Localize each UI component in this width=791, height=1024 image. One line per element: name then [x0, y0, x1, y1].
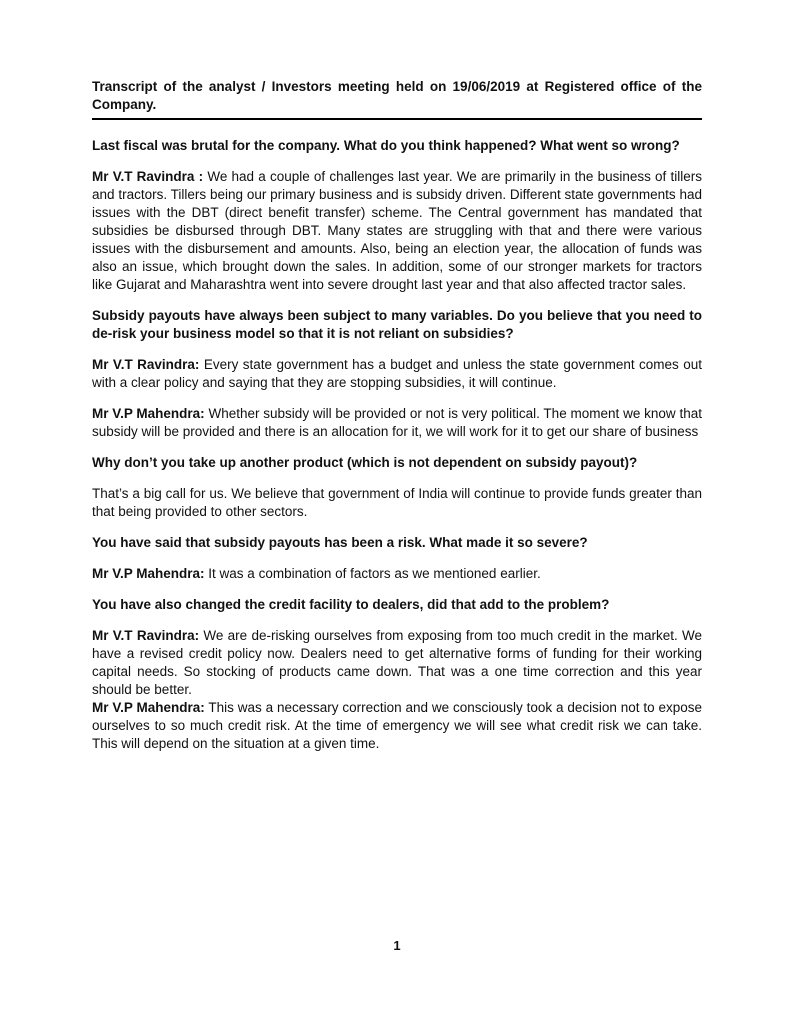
speaker-name: Mr V.T Ravindra: [92, 628, 200, 643]
speaker-name: Mr V.P Mahendra: [92, 700, 205, 715]
answer-paragraph [92, 565, 702, 583]
answer-text: This was a necessary correction and we consciously took a decision not to expose ourselves to so much credit risk. At the time of emergency we will see what credit risk we can take. This will depend on the situation at a given time. [92, 700, 702, 751]
plain-paragraph: That’s a big call for us. We believe that government of India will continue to provide funds greater than that being provided to other sectors. [92, 486, 702, 519]
question-paragraph: Why don’t you take up another product (which is not dependent on subsidy payout)? [92, 455, 638, 470]
question-paragraph: Subsidy payouts have always been subject to many variables. Do you believe that you need to de-risk your business model so that it is not reliant on subsidies? [92, 308, 702, 341]
speaker-name: Mr V.P Mahendra: [92, 406, 205, 421]
answer-text: Every state government has a budget and unless the state government comes out with a clear policy and saying that they are stopping subsidies, it will continue. [92, 357, 702, 390]
answer-paragraph [92, 405, 702, 441]
answer-paragraph [92, 699, 702, 753]
page-number: 1 [393, 938, 401, 953]
question-paragraph: You have also changed the credit facility to dealers, did that add to the problem? [92, 597, 610, 612]
document-content [92, 78, 702, 753]
answer-paragraph [92, 356, 702, 392]
answer-text: We had a couple of challenges last year. We are primarily in the business of tillers and tractors. Tillers being our primary business and is subsidy driven. Different state governments had issues with the DBT (direct benefit transfer) scheme. The Central government has mandated that subsidies be disbursed through DBT. Many states are struggling with that and there were various issues with the disbursement and amounts. Also, being an election year, the allocation of funds was also an issue, which brought down the sales. In addition, some of our stronger markets for tractors like Gujarat and Maharashtra went into severe drought last year and that also affected tractor sales. [92, 169, 703, 292]
question-paragraph: You have said that subsidy payouts has been a risk. What made it so severe? [92, 535, 588, 550]
answer-text: It was a combination of factors as we mentioned earlier. [204, 566, 541, 581]
question-paragraph: Last fiscal was brutal for the company. What do you think happened? What went so wrong? [92, 138, 680, 153]
speaker-name: Mr V.T Ravindra : [92, 169, 204, 184]
answer-paragraph [92, 168, 702, 294]
speaker-name: Mr V.P Mahendra: [92, 566, 205, 581]
answer-text: We are de-risking ourselves from exposing from too much credit in the market. We have a revised credit policy now. Dealers need to get alternative forms of funding for their working capital needs. So stocking of products came down. That was a one time correction and this year should be better. [92, 628, 702, 697]
document-title: Transcript of the analyst / Investors meeting held on 19/06/2019 at Registered office of the Company. [92, 78, 702, 120]
answer-text: Whether subsidy will be provided or not is very political. The moment we know that subsidy will be provided and there is an allocation for it, we will work for it to get our share of business [92, 406, 702, 439]
answer-paragraph [92, 627, 702, 699]
speaker-name: Mr V.T Ravindra: [92, 357, 200, 372]
